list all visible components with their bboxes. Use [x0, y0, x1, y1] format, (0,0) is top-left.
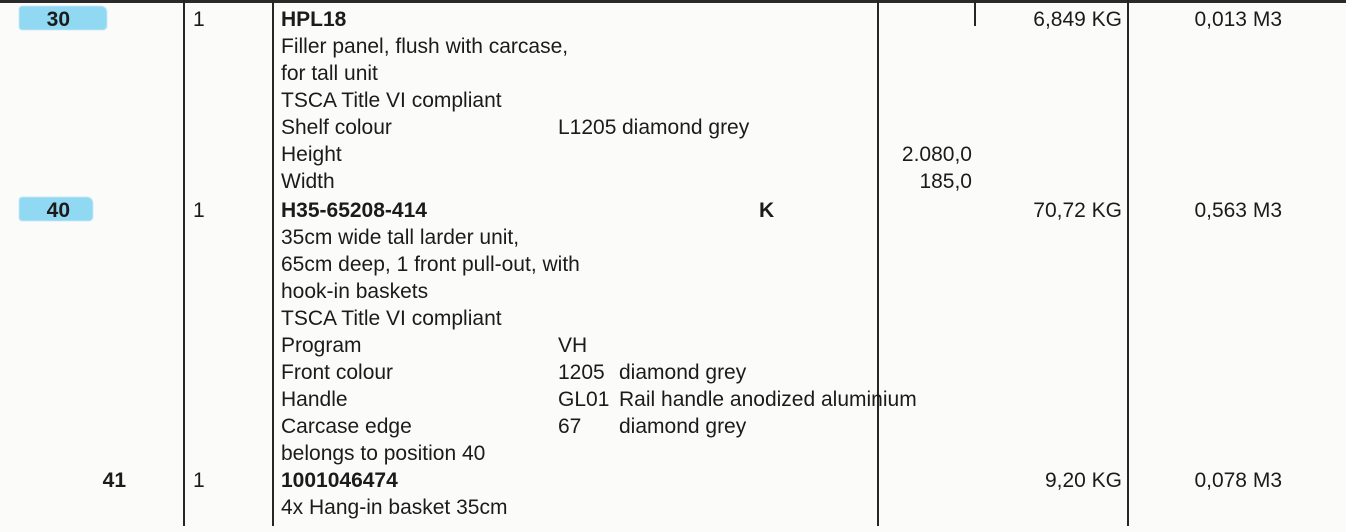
volume: 0,078 M3	[1194, 469, 1282, 492]
attribute-code: 1205	[558, 361, 605, 384]
description-line: 65cm deep, 1 front pull-out, with	[281, 253, 580, 276]
column-divider	[974, 0, 976, 26]
article-number: 1001046474	[281, 469, 398, 492]
weight: 6,849 KG	[1033, 8, 1122, 31]
volume: 0,013 M3	[1194, 8, 1282, 31]
quantity: 1	[193, 8, 205, 31]
attribute-label: Width	[281, 170, 335, 193]
article-number: HPL18	[281, 8, 347, 31]
column-divider	[183, 0, 185, 526]
column-divider	[272, 0, 274, 526]
quantity: 1	[193, 469, 205, 492]
attribute-value: diamond grey	[622, 116, 750, 139]
description-line: Filler panel, flush with carcase,	[281, 35, 569, 58]
quantity: 1	[193, 199, 205, 222]
description-line: TSCA Title VI compliant	[281, 89, 502, 112]
position-number: 41	[102, 469, 126, 492]
attribute-label: Shelf colour	[281, 116, 392, 139]
article-number: H35-65208-414	[281, 199, 427, 222]
attribute-value: diamond grey	[619, 361, 747, 384]
position-reference-note: belongs to position 40	[281, 442, 486, 465]
attribute-label: Handle	[281, 388, 348, 411]
attribute-value: Rail handle anodized aluminium	[619, 388, 917, 411]
attribute-label: Front colour	[281, 361, 394, 384]
column-divider	[877, 0, 879, 526]
volume: 0,563 M3	[1194, 199, 1282, 222]
attribute-label: Height	[281, 143, 342, 166]
description-line: 35cm wide tall larder unit,	[281, 226, 520, 249]
position-number: 40	[46, 199, 70, 222]
weight: 9,20 KG	[1044, 469, 1122, 492]
column-divider	[1127, 0, 1129, 526]
attribute-code: 67	[558, 415, 582, 438]
attribute-code: L1205	[558, 116, 617, 139]
attribute-label: Carcase edge	[281, 415, 412, 438]
description-line: TSCA Title VI compliant	[281, 307, 502, 330]
attribute-number: 2.080,0	[901, 143, 972, 166]
attribute-number: 185,0	[919, 170, 972, 193]
description-line: hook-in baskets	[281, 280, 429, 303]
description-line: 4x Hang-in basket 35cm	[281, 496, 508, 519]
table-top-rule	[0, 0, 1346, 3]
attribute-value: diamond grey	[619, 415, 747, 438]
weight: 70,72 KG	[1033, 199, 1122, 222]
article-flag: K	[759, 199, 775, 222]
attribute-label: Program	[281, 334, 362, 357]
position-number: 30	[46, 8, 70, 31]
attribute-code: GL01	[558, 388, 610, 411]
description-line: for tall unit	[281, 62, 378, 85]
attribute-code: VH	[558, 334, 588, 357]
